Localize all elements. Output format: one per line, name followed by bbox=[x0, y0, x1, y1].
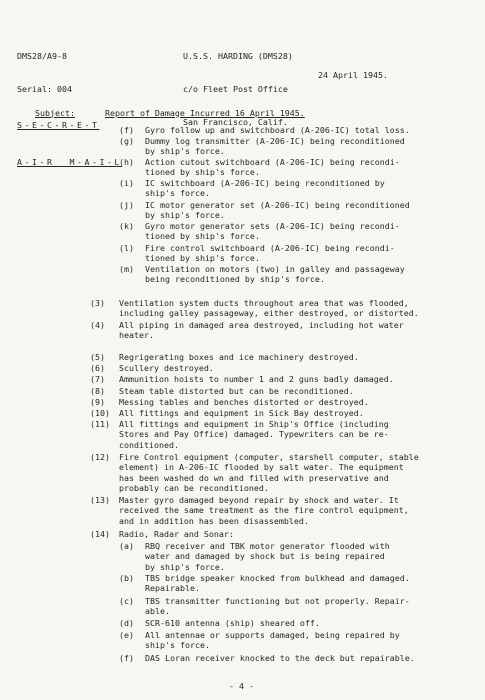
subitem-text-line: Fire control switchboard (A-206-IC) being recondi- bbox=[145, 243, 395, 253]
item-text-line: conditioned. bbox=[119, 439, 179, 450]
item-text-line: Ammunition hoists to number 1 and 2 guns badly damaged. bbox=[119, 374, 394, 384]
subitem-marker: (i) bbox=[119, 178, 134, 188]
subitem-marker: (l) bbox=[119, 243, 134, 253]
item-text-line: has been washed do wn and filled with preservative and bbox=[119, 472, 389, 483]
letter-date: 24 April 1945. bbox=[318, 70, 388, 80]
item-marker: (5) bbox=[90, 352, 105, 362]
radio-subitem-marker: (a) bbox=[119, 541, 134, 551]
radio-subitem-marker: (b) bbox=[119, 573, 134, 583]
item-marker: (4) bbox=[90, 320, 105, 330]
subitem-text-line: by ship's force. bbox=[145, 210, 225, 221]
subitem-text-line: tioned by ship's force. bbox=[145, 231, 260, 242]
subject-label: Subject: bbox=[34, 107, 75, 118]
radio-subitem-text-line: RBQ receiver and TBK motor generator flooded with bbox=[145, 541, 390, 551]
subitem-text-line: by ship's force. bbox=[145, 146, 225, 157]
item-text-line: Radio, Radar and Sonar: bbox=[119, 529, 234, 539]
subitem-text-line: tioned by ship's force. bbox=[145, 253, 260, 264]
subitem-text-line: IC switchboard (A-206-IC) being reconditioned by bbox=[145, 178, 385, 188]
subitem-marker: (g) bbox=[119, 136, 134, 146]
subitem-marker: (k) bbox=[119, 221, 134, 231]
radio-subitem-text-line: All antennae or supports damaged, being repaired by bbox=[145, 630, 400, 640]
item-text-line: heater. bbox=[119, 330, 154, 341]
subject-line bbox=[15, 97, 305, 129]
item-marker: (3) bbox=[90, 298, 105, 308]
page-number: - 4 - bbox=[229, 681, 254, 691]
radio-subitem-marker: (c) bbox=[119, 596, 134, 606]
item-marker: (9) bbox=[90, 397, 105, 407]
item-marker: (12) bbox=[90, 452, 110, 462]
subject-text: Report of Damage Incurred 16 April 1945. bbox=[104, 107, 305, 118]
subitem-text-line: Ventilation on motors (two) in galley and passageway bbox=[145, 264, 405, 274]
subitem-marker: (h) bbox=[119, 157, 134, 167]
file-reference: DMS28/A9-8 bbox=[17, 51, 67, 61]
radio-subitem-text-line: TBS bridge speaker knocked from bulkhead and damaged. bbox=[145, 573, 410, 583]
radio-subitem-text-line: water and damaged by shock but is being repaired bbox=[145, 551, 385, 562]
ship-name: U.S.S. HARDING (DMS28) bbox=[183, 51, 293, 61]
subitem-marker: (f) bbox=[119, 125, 134, 135]
item-text-line: Fire Control equipment (computer, starshell computer, stable bbox=[119, 452, 419, 462]
radio-subitem-text-line: SCR-610 antenna (ship) sheared off. bbox=[145, 618, 320, 628]
subitem-text-line: ship's force. bbox=[145, 188, 210, 199]
subitem-text-line: Action cutout switchboard (A-206-IC) being recondi- bbox=[145, 157, 400, 167]
item-text-line: All fittings and equipment in Sick Bay destroyed. bbox=[119, 408, 364, 418]
classification-air-mail: A-I-R M-A-I-L bbox=[17, 157, 122, 167]
subitem-text-line: IC motor generator set (A-206-IC) being reconditioned bbox=[145, 200, 410, 210]
address-line-1: c/o Fleet Post Office bbox=[183, 84, 288, 94]
radio-subitem-marker: (d) bbox=[119, 618, 134, 628]
classification-secret: S-E-C-R-E-T bbox=[17, 120, 100, 130]
item-marker: (10) bbox=[90, 408, 110, 418]
item-text-line: Messing tables and benches distorted or destroyed. bbox=[119, 397, 369, 407]
item-text-line: Stores and Pay Office) damaged. Typewriters can be re- bbox=[119, 429, 389, 440]
item-text-line: All fittings and equipment in Ship's Office (including bbox=[119, 419, 389, 429]
subitem-text-line: tioned by ship's force. bbox=[145, 167, 260, 178]
radio-subitem-marker: (e) bbox=[119, 630, 134, 640]
item-marker: (13) bbox=[90, 495, 110, 505]
item-text-line: All piping in damaged area destroyed, including hot water bbox=[119, 320, 404, 330]
radio-subitem-text-line: ship's force. bbox=[145, 640, 210, 651]
item-text-line: element) in A-206-IC flooded by salt water. The equipment bbox=[119, 462, 404, 473]
item-text-line: including galley passageway, either destroyed, or distorted. bbox=[119, 308, 419, 319]
radio-subitem-text-line: able. bbox=[145, 606, 170, 617]
item-marker: (7) bbox=[90, 374, 105, 384]
radio-subitem-marker: (f) bbox=[119, 653, 134, 663]
radio-subitem-text-line: DAS Loran receiver knocked to the deck but repairable. bbox=[145, 653, 415, 663]
subitem-text-line: Gyro follow up and switchboard (A-206-IC) total loss. bbox=[145, 125, 410, 135]
radio-subitem-text-line: by ship's force. bbox=[145, 561, 225, 572]
item-text-line: Master gyro damaged beyond repair by shock and water. It bbox=[119, 495, 399, 505]
item-marker: (11) bbox=[90, 419, 110, 429]
item-marker: (8) bbox=[90, 386, 105, 396]
subitem-text-line: being reconditioned by ship's force. bbox=[145, 274, 325, 285]
subitem-marker: (j) bbox=[119, 200, 134, 210]
item-marker: (14) bbox=[90, 529, 110, 539]
item-text-line: Scullery destroyed. bbox=[119, 363, 214, 373]
radio-subitem-text-line: Repairable. bbox=[145, 583, 200, 594]
subitem-text-line: Gyro motor generator sets (A-206-IC) being recondi- bbox=[145, 221, 400, 231]
item-text-line: Regrigerating boxes and ice machinery destroyed. bbox=[119, 352, 359, 362]
address-line-2: San Francisco, Calif. bbox=[183, 117, 288, 127]
item-text-line: and in addition has been disassembled. bbox=[119, 515, 309, 526]
subitem-marker: (m) bbox=[119, 264, 134, 274]
item-text-line: received the same treatment as the fire control equipment, bbox=[119, 505, 409, 516]
serial-number: Serial: 004 bbox=[17, 84, 72, 94]
radio-subitem-text-line: TBS transmitter functioning but not properly. Repair- bbox=[145, 596, 410, 606]
item-text-line: probably can be reconditioned. bbox=[119, 483, 269, 494]
item-marker: (6) bbox=[90, 363, 105, 373]
subitem-text-line: Dummy log transmitter (A-206-IC) being reconditioned bbox=[145, 136, 405, 146]
item-text-line: Ventilation system ducts throughout area that was flooded, bbox=[119, 298, 409, 308]
item-text-line: Steam table distorted but can be reconditioned. bbox=[119, 386, 354, 396]
